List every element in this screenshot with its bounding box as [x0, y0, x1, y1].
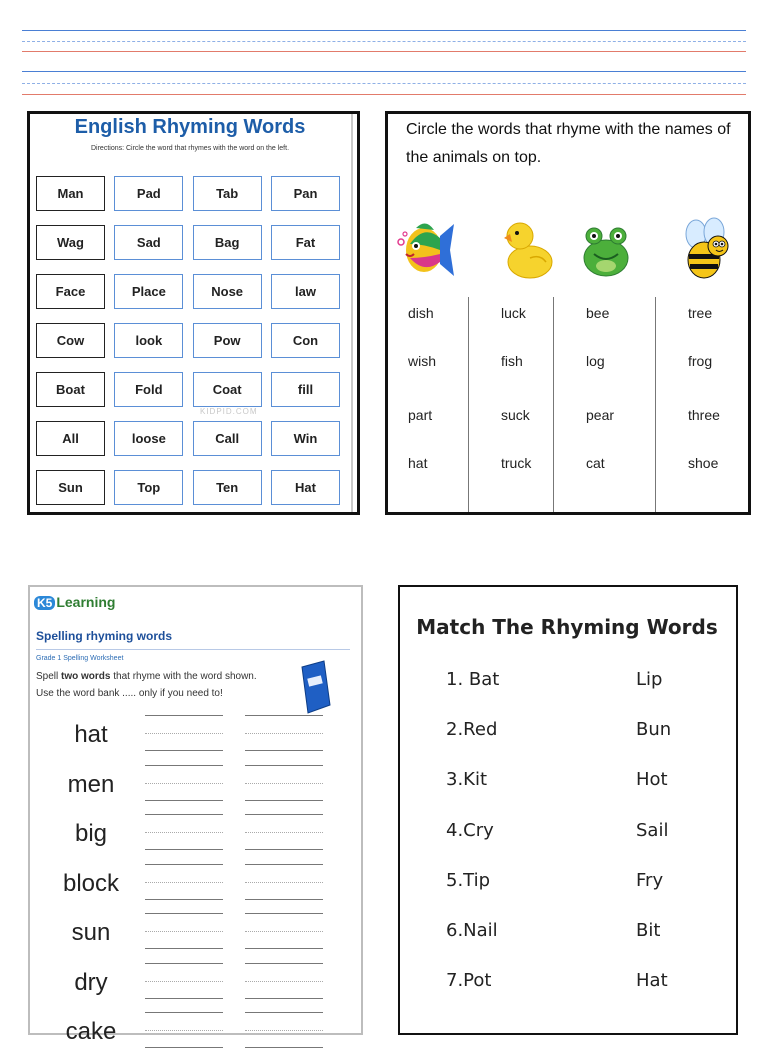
choice-word-box[interactable]: Fat: [271, 225, 340, 260]
choice-word-box[interactable]: law: [271, 274, 340, 309]
guide-line-base: [22, 51, 746, 52]
guide-line: [245, 963, 323, 964]
rhyme-choice-word[interactable]: shoe: [688, 455, 719, 471]
guide-line-dotted: [245, 1030, 323, 1031]
word-row: [36, 470, 340, 505]
worksheet-title: English Rhyming Words: [74, 116, 306, 138]
rhyme-choice-word[interactable]: frog: [688, 353, 713, 369]
rhyme-choice-word[interactable]: three: [688, 407, 720, 423]
guide-line-top: [22, 71, 746, 72]
choice-word-box[interactable]: Pow: [193, 323, 262, 358]
fish-icon: [396, 214, 456, 284]
choice-word-box[interactable]: Coat: [193, 372, 262, 407]
guide-line-dotted: [145, 882, 223, 883]
match-rhyming-worksheet: [398, 585, 738, 1035]
word-row: [36, 225, 340, 260]
guide-line-dotted: [145, 1030, 223, 1031]
guide-line: [145, 765, 223, 766]
guide-line-dashed: [22, 41, 746, 42]
heading-divider: [36, 649, 350, 650]
frog-icon: [576, 214, 636, 284]
guide-line-dotted: [245, 733, 323, 734]
rhyme-choice-word[interactable]: tree: [688, 305, 713, 321]
answer-blank[interactable]: [245, 899, 323, 900]
word-row: [36, 274, 340, 309]
word-column: [655, 297, 748, 512]
instruction-line: Use the word bank ..... only if you need to!: [36, 688, 223, 699]
watermark: KIDPID.COM: [200, 407, 258, 416]
guide-line-top: [22, 30, 746, 31]
grade-label: Grade 1 Spelling Worksheet: [36, 655, 124, 662]
answer-blank[interactable]: [145, 750, 223, 751]
guide-line-dotted: [145, 733, 223, 734]
choice-word-box[interactable]: Call: [193, 421, 262, 456]
guide-line-base: [22, 94, 746, 95]
duck-icon: [496, 214, 556, 284]
target-word-box: All: [36, 421, 105, 456]
answer-blank[interactable]: [145, 800, 223, 801]
instruction-line: Spell two words that rhyme with the word shown.: [36, 671, 257, 682]
word-bank-book-icon: [298, 659, 332, 715]
guide-line: [245, 814, 323, 815]
word-grid: [36, 176, 340, 519]
guide-line: [245, 864, 323, 865]
rhyme-choice-word[interactable]: part: [408, 407, 433, 423]
instruction-line: Circle the words that rhyme with the names of: [406, 121, 731, 138]
rhyme-choice-word[interactable]: cat: [586, 455, 605, 471]
rhyme-choice-word[interactable]: wish: [408, 353, 437, 369]
guide-line: [145, 814, 223, 815]
guide-line-dotted: [245, 882, 323, 883]
answer-blank[interactable]: [245, 750, 323, 751]
guide-line: [245, 765, 323, 766]
prompt-word: big: [74, 820, 108, 847]
guide-line-dotted: [245, 981, 323, 982]
animal-rhyme-worksheet: [385, 111, 751, 515]
target-word-box: Face: [36, 274, 105, 309]
target-word-box: Man: [36, 176, 105, 211]
choice-word-box[interactable]: Bag: [193, 225, 262, 260]
worksheet-instructions: [406, 116, 746, 172]
worksheet-title: Match The Rhyming Words: [416, 615, 718, 639]
match-right-word[interactable]: Hat: [636, 970, 668, 992]
rhyme-choice-word[interactable]: pear: [586, 407, 615, 423]
choice-word-box[interactable]: look: [114, 323, 183, 358]
match-left-word[interactable]: 5.Tip: [446, 869, 491, 891]
prompt-word: sun: [71, 919, 111, 946]
match-right-word[interactable]: Fry: [636, 869, 664, 891]
rhyme-choice-word[interactable]: truck: [501, 455, 532, 471]
guide-line: [245, 1012, 323, 1013]
word-row: [36, 176, 340, 211]
choice-word-box[interactable]: Hat: [271, 470, 340, 505]
rhyme-choice-word[interactable]: fish: [501, 353, 523, 369]
answer-blank[interactable]: [245, 998, 323, 999]
answer-blank[interactable]: [245, 849, 323, 850]
rhyming-words-grid-worksheet: [27, 111, 360, 515]
match-right-word[interactable]: Bit: [636, 920, 661, 941]
choice-word-box[interactable]: Pad: [114, 176, 183, 211]
choice-word-box[interactable]: Con: [271, 323, 340, 358]
rhyme-choice-word[interactable]: bee: [586, 305, 610, 321]
prompt-word: hat: [74, 721, 108, 748]
rhyme-choice-word[interactable]: hat: [408, 455, 428, 471]
guide-line-dotted: [145, 981, 223, 982]
guide-line-dotted: [145, 931, 223, 932]
worksheet-directions: Directions: Circle the word that rhymes with the word on the left.: [90, 145, 290, 152]
guide-line-dotted: [145, 832, 223, 833]
match-left-word[interactable]: 4.Cry: [446, 819, 494, 841]
target-word-box: Cow: [36, 323, 105, 358]
word-columns: [388, 297, 748, 512]
guide-line: [145, 963, 223, 964]
spelling-rhyming-worksheet: [28, 585, 363, 1045]
guide-line-dotted: [145, 783, 223, 784]
guide-line: [145, 864, 223, 865]
page-edge: [351, 114, 353, 512]
guide-line: [145, 913, 223, 914]
guide-line-dotted: [245, 931, 323, 932]
guide-line-dotted: [245, 783, 323, 784]
rhyme-choice-word[interactable]: dish: [408, 305, 434, 321]
match-right-word[interactable]: Lip: [636, 669, 663, 690]
match-left-word[interactable]: 1. Bat: [446, 669, 500, 690]
match-left-word[interactable]: 7.Pot: [446, 970, 492, 992]
choice-word-box[interactable]: Tab: [193, 176, 262, 211]
choice-word-box[interactable]: Top: [114, 470, 183, 505]
choice-word-box[interactable]: Ten: [193, 470, 262, 505]
worksheet-heading: Spelling rhyming words: [36, 629, 173, 643]
bee-icon: [678, 214, 738, 284]
word-column: [468, 297, 553, 512]
word-row: [36, 421, 340, 456]
answer-blank[interactable]: [145, 899, 223, 900]
choice-word-box[interactable]: Pan: [271, 176, 340, 211]
match-left-word[interactable]: 3.Kit: [446, 769, 488, 791]
guide-line-dotted: [245, 832, 323, 833]
answer-blank[interactable]: [145, 849, 223, 850]
word-row: [36, 372, 340, 407]
rhyme-choice-word[interactable]: log: [586, 353, 605, 369]
choice-word-box[interactable]: fill: [271, 372, 340, 407]
answer-blank[interactable]: [245, 800, 323, 801]
match-right-word[interactable]: Hot: [636, 769, 668, 791]
word-column: [553, 297, 655, 512]
target-word-box: Boat: [36, 372, 105, 407]
prompt-word: dry: [74, 968, 108, 996]
choice-word-box[interactable]: Nose: [193, 274, 262, 309]
choice-word-box[interactable]: Sad: [114, 225, 183, 260]
choice-word-box[interactable]: loose: [114, 421, 183, 456]
choice-word-box[interactable]: Place: [114, 274, 183, 309]
answer-blank[interactable]: [145, 948, 223, 949]
guide-line: [245, 715, 323, 716]
rhyme-choice-word[interactable]: luck: [501, 305, 526, 321]
choice-word-box[interactable]: Fold: [114, 372, 183, 407]
prompt-word: cake: [65, 1018, 117, 1045]
match-left-word[interactable]: 6.Nail: [446, 920, 498, 941]
choice-word-box[interactable]: Win: [271, 421, 340, 456]
instruction-line: the animals on top.: [406, 149, 542, 166]
answer-blank[interactable]: [145, 998, 223, 999]
guide-line: [245, 913, 323, 914]
rhyme-choice-word[interactable]: suck: [501, 407, 530, 423]
match-right-word[interactable]: Bun: [636, 719, 672, 741]
guide-line-dashed: [22, 83, 746, 84]
target-word-box: Sun: [36, 470, 105, 505]
k5-learning-logo: K5 Learning: [34, 594, 115, 610]
guide-line: [145, 1012, 223, 1013]
guide-line: [145, 715, 223, 716]
word-column: [388, 297, 468, 512]
target-word-box: Wag: [36, 225, 105, 260]
prompt-word: men: [67, 770, 115, 798]
word-row: [36, 323, 340, 358]
prompt-word: block: [62, 869, 120, 897]
match-left-word[interactable]: 2.Red: [446, 719, 498, 741]
answer-blank[interactable]: [245, 948, 323, 949]
match-right-word[interactable]: Sail: [636, 819, 669, 841]
animal-row: [388, 214, 748, 286]
